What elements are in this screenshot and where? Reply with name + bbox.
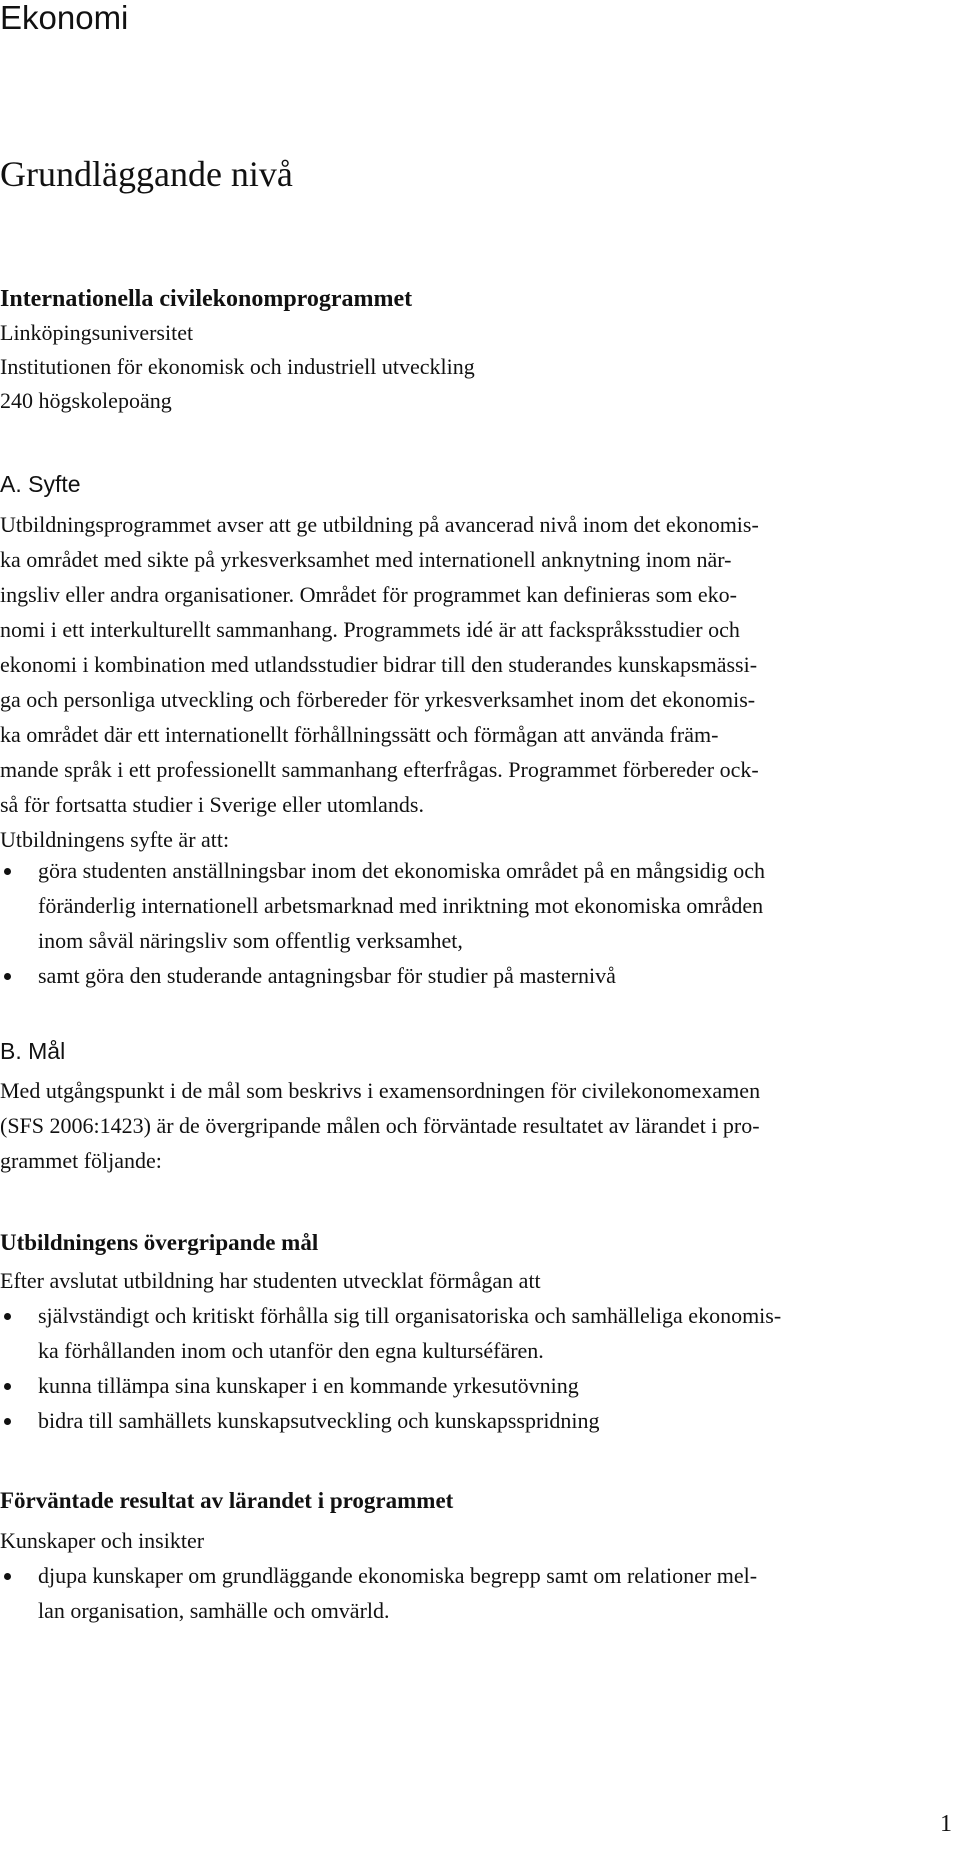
department-name: Institutionen för ekonomisk och industriell utveckling <box>0 354 475 379</box>
page-number: 1 <box>940 1811 952 1837</box>
purpose-bullet-list <box>0 853 765 993</box>
program-name: Internationella civilekonomprogrammet <box>0 286 413 312</box>
credits: 240 högskolepoäng <box>0 388 172 413</box>
paragraph-line: ka området där ett internationellt förhållningssätt och förmågan att använda främ- <box>0 722 719 747</box>
paragraph-line: Utbildningsprogrammet avser att ge utbildning på avancerad nivå inom det ekonomis- <box>0 512 759 537</box>
list-item: självständigt och kritiskt förhålla sig till organisatoriska och samhälleliga ekonomis- ka förhållanden inom och utanför den egna kulturséfären. <box>0 1298 781 1368</box>
paragraph-line: mande språk i ett professionellt sammanhang efterfrågas. Programmet förbereder ock- <box>0 757 759 782</box>
section-b-heading: B. Mål <box>0 1038 66 1064</box>
paragraph-line: nomi i ett interkulturellt sammanhang. Programmets idé är att fackspråksstudier och <box>0 617 740 642</box>
overall-goals-bullet-list <box>0 1298 781 1438</box>
bullet-icon <box>4 973 11 980</box>
bullet-icon <box>4 868 11 875</box>
paragraph-line: (SFS 2006:1423) är de övergripande målen och förväntade resultatet av lärandet i pro- <box>0 1113 760 1138</box>
expected-results-intro: Kunskaper och insikter <box>0 1528 205 1553</box>
bullet-icon <box>4 1313 11 1320</box>
document-title: Ekonomi <box>0 0 129 36</box>
list-item: djupa kunskaper om grundläggande ekonomiska begrepp samt om relationer mel- lan organisation, samhälle och omvärld. <box>0 1558 757 1628</box>
section-b-paragraph <box>0 1073 760 1178</box>
overall-goals-intro: Efter avslutat utbildning har studenten utvecklat förmågan att <box>0 1268 541 1293</box>
level-heading: Grundläggande nivå <box>0 154 293 194</box>
bullet-icon <box>4 1418 11 1425</box>
expected-results-bullet-list <box>0 1558 757 1628</box>
paragraph-line: ekonomi i kombination med utlandsstudier bidrar till den studerandes kunskapsmässi- <box>0 652 758 677</box>
section-a-paragraph <box>0 507 759 857</box>
list-item: samt göra den studerande antagningsbar för studier på masternivå <box>0 958 765 993</box>
overall-goals-heading: Utbildningens övergripande mål <box>0 1230 319 1255</box>
list-item: göra studenten anställningsbar inom det ekonomiska området på en mångsidig och föränderlig internationell arbetsmarknad med inriktning mot ekonomiska områden inom såväl näringsliv som offentlig verksamhet, <box>0 853 765 958</box>
university-name: Linköpingsuniversitet <box>0 320 194 345</box>
expected-results-heading: Förväntade resultat av lärandet i programmet <box>0 1488 454 1513</box>
paragraph-line: grammet följande: <box>0 1148 162 1173</box>
paragraph-line: ingsliv eller andra organisationer. Området för programmet kan definieras som eko- <box>0 582 737 607</box>
paragraph-line: ka området med sikte på yrkesverksamhet med internationell anknytning inom när- <box>0 547 732 572</box>
paragraph-line: Med utgångspunkt i de mål som beskrivs i examensordningen för civilekonomexamen <box>0 1078 761 1103</box>
bullet-icon <box>4 1383 11 1390</box>
paragraph-line: ga och personliga utveckling och förbereder för yrkesverksamhet inom det ekonomis- <box>0 687 756 712</box>
list-item: bidra till samhällets kunskapsutveckling och kunskapsspridning <box>0 1403 781 1438</box>
purpose-intro: Utbildningens syfte är att: <box>0 827 230 852</box>
bullet-icon <box>4 1573 11 1580</box>
paragraph-line: så för fortsatta studier i Sverige eller utomlands. <box>0 792 424 817</box>
list-item: kunna tillämpa sina kunskaper i en kommande yrkesutövning <box>0 1368 781 1403</box>
section-a-heading: A. Syfte <box>0 471 81 497</box>
